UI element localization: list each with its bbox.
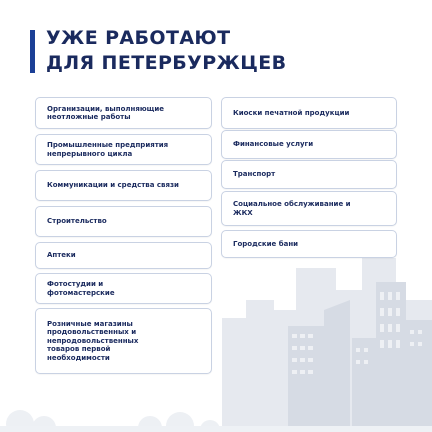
list-item — [221, 160, 397, 189]
list-item-label: Аптеки — [47, 251, 76, 260]
title-line-1: УЖЕ РАБОТАЮТ — [46, 27, 231, 49]
list-item-label: Организации, выполняющие неотложные работы — [47, 104, 165, 121]
list-item-label: Промышленные предприятия непрерывного цикла — [47, 141, 169, 158]
list-item — [35, 308, 212, 374]
list-item — [35, 134, 212, 165]
list-item-label: Городские бани — [233, 239, 299, 248]
list-item-label: Розничные магазины продовольственных и непродовольственных товаров первой необходимости — [47, 319, 139, 362]
list-item — [35, 206, 212, 237]
list-item — [221, 230, 397, 258]
list-item — [35, 273, 212, 304]
list-item — [35, 242, 212, 269]
list-item-label: Фотостудии и фотомастерские — [47, 280, 115, 297]
list-item-label: Финансовые услуги — [233, 140, 314, 149]
list-item — [221, 130, 397, 159]
list-item — [221, 191, 397, 226]
title-line-2: ДЛЯ ПЕТЕРБУРЖЦЕВ — [46, 52, 287, 74]
list-item — [35, 170, 212, 201]
list-item — [221, 97, 397, 129]
list-item-label: Социальное обслуживание и ЖКХ — [233, 200, 351, 217]
page-title — [46, 26, 287, 76]
list-item-label: Транспорт — [233, 170, 276, 179]
list-item-label: Коммуникации и средства связи — [47, 181, 179, 190]
list-item-label: Строительство — [47, 217, 107, 226]
list-item-label: Киоски печатной продукции — [233, 108, 350, 117]
list-item — [35, 97, 212, 129]
title-accent-bar — [30, 30, 35, 73]
